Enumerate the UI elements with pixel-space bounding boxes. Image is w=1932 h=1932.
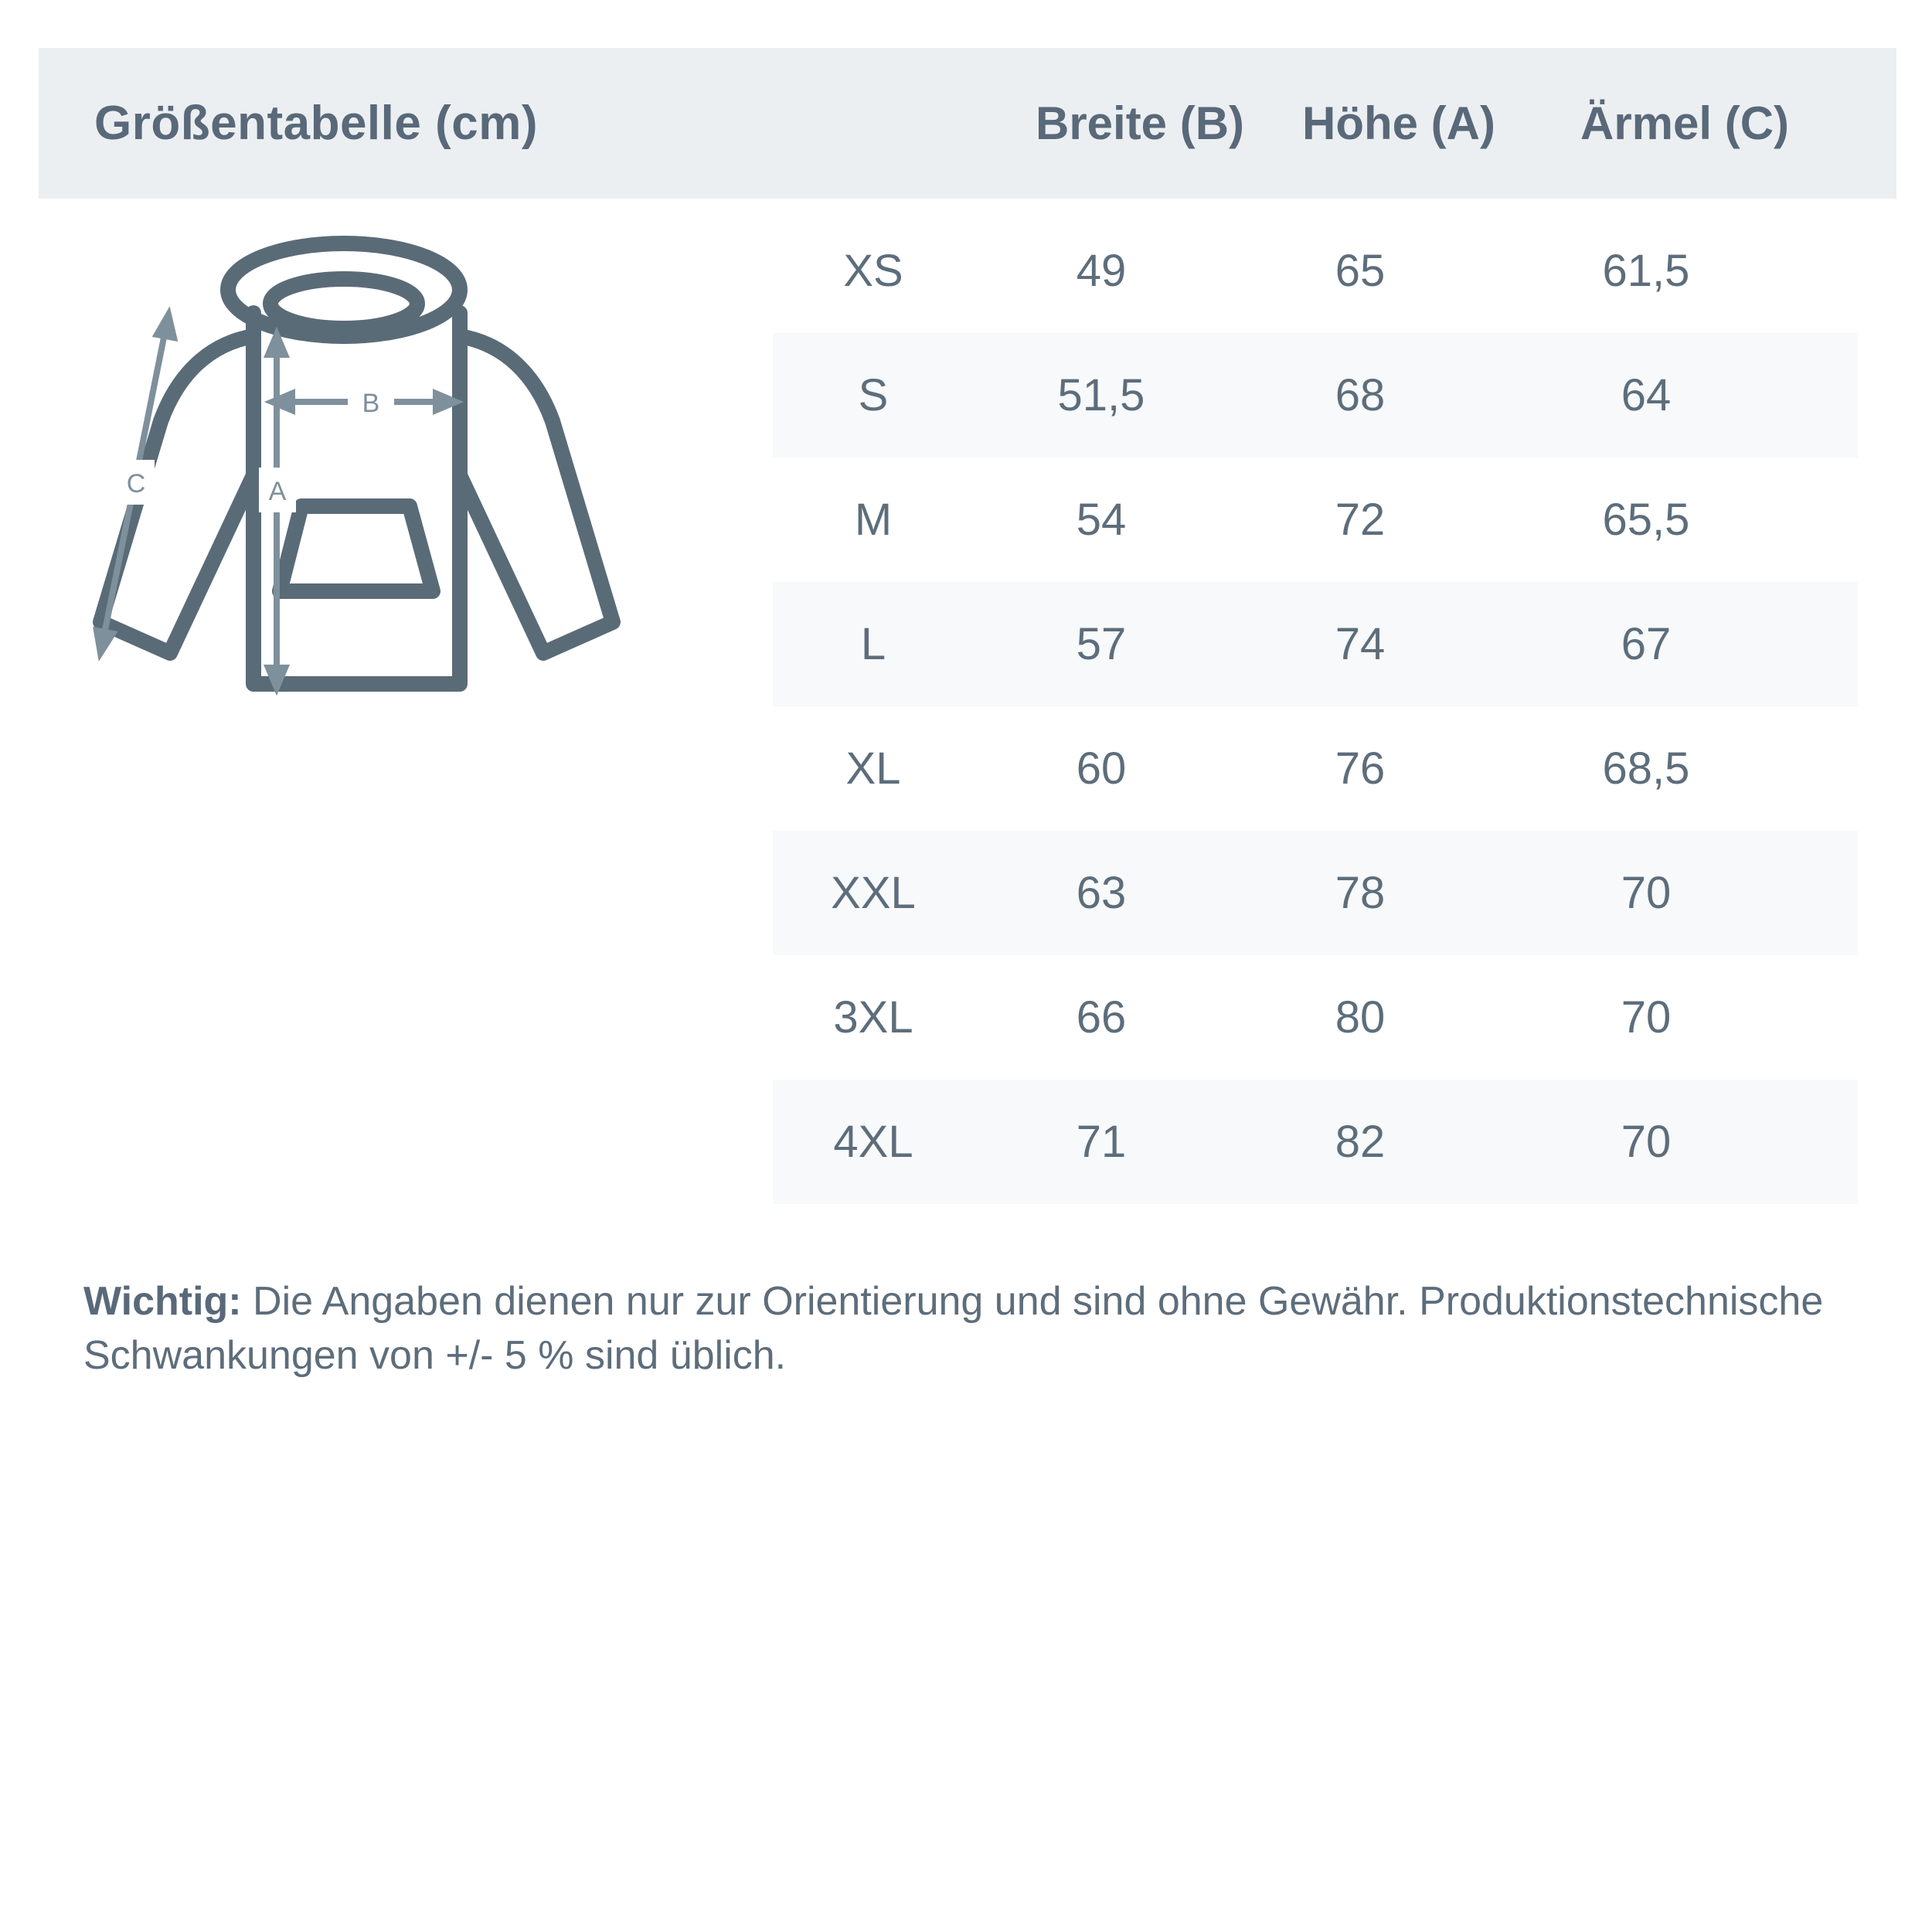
cell-height: 72	[1335, 495, 1386, 545]
cell-sleeve: 70	[1621, 992, 1672, 1043]
column-header-height: Höhe (A)	[1302, 97, 1495, 149]
size-table	[773, 209, 1858, 1204]
cell-size: S	[858, 370, 889, 420]
cell-width: 51,5	[1057, 370, 1145, 420]
table-row	[773, 333, 1858, 457]
cell-height: 76	[1335, 743, 1386, 794]
table-row	[773, 1080, 1858, 1204]
cell-width: 60	[1076, 743, 1127, 794]
page-title: Größentabelle (cm)	[94, 97, 538, 150]
cell-width: 54	[1076, 495, 1127, 545]
cell-size: M	[854, 495, 893, 545]
cell-sleeve: 64	[1621, 370, 1672, 420]
cell-width: 71	[1076, 1117, 1127, 1167]
column-header-width: Breite (B)	[1035, 97, 1245, 149]
cell-size: 3XL	[833, 992, 913, 1043]
cell-sleeve: 61,5	[1602, 246, 1690, 296]
table-row	[773, 457, 1858, 582]
cell-sleeve: 70	[1621, 868, 1672, 918]
table-row	[773, 955, 1858, 1080]
column-headers	[811, 48, 1896, 199]
table-row	[773, 831, 1858, 955]
cell-width: 49	[1076, 246, 1127, 296]
cell-sleeve: 68,5	[1602, 743, 1690, 794]
label-a: A	[268, 477, 287, 506]
disclaimer-label: Wichtig:	[83, 1279, 242, 1324]
cell-size: 4XL	[833, 1117, 913, 1167]
cell-size: XXL	[831, 868, 916, 918]
hoodie-icon	[70, 220, 765, 831]
cell-sleeve: 70	[1621, 1117, 1672, 1167]
cell-width: 66	[1076, 992, 1127, 1043]
cell-width: 57	[1076, 619, 1127, 669]
cell-height: 82	[1335, 1117, 1386, 1167]
column-header-sleeve: Ärmel (C)	[1580, 97, 1790, 149]
table-row	[773, 209, 1858, 333]
label-b: B	[362, 389, 380, 418]
cell-sleeve: 67	[1621, 619, 1672, 669]
cell-height: 65	[1335, 246, 1386, 296]
cell-height: 80	[1335, 992, 1386, 1043]
cell-height: 68	[1335, 370, 1386, 420]
cell-size: L	[860, 619, 886, 669]
cell-size: XL	[845, 743, 901, 794]
cell-size: XS	[843, 246, 903, 296]
disclaimer-text: Die Angaben dienen nur zur Orientierung und sind ohne Gewähr. Produktionstechnische Schwankungen von +/- 5 % sind üblich.	[83, 1279, 1824, 1378]
table-header-band	[39, 48, 1896, 199]
disclaimer-note	[83, 1275, 1861, 1383]
cell-sleeve: 65,5	[1602, 495, 1690, 545]
cell-width: 63	[1076, 868, 1127, 918]
cell-height: 74	[1335, 619, 1386, 669]
table-row	[773, 582, 1858, 706]
label-c: C	[126, 469, 146, 498]
hoodie-diagram	[70, 220, 765, 831]
cell-height: 78	[1335, 868, 1386, 918]
table-row	[773, 706, 1858, 831]
